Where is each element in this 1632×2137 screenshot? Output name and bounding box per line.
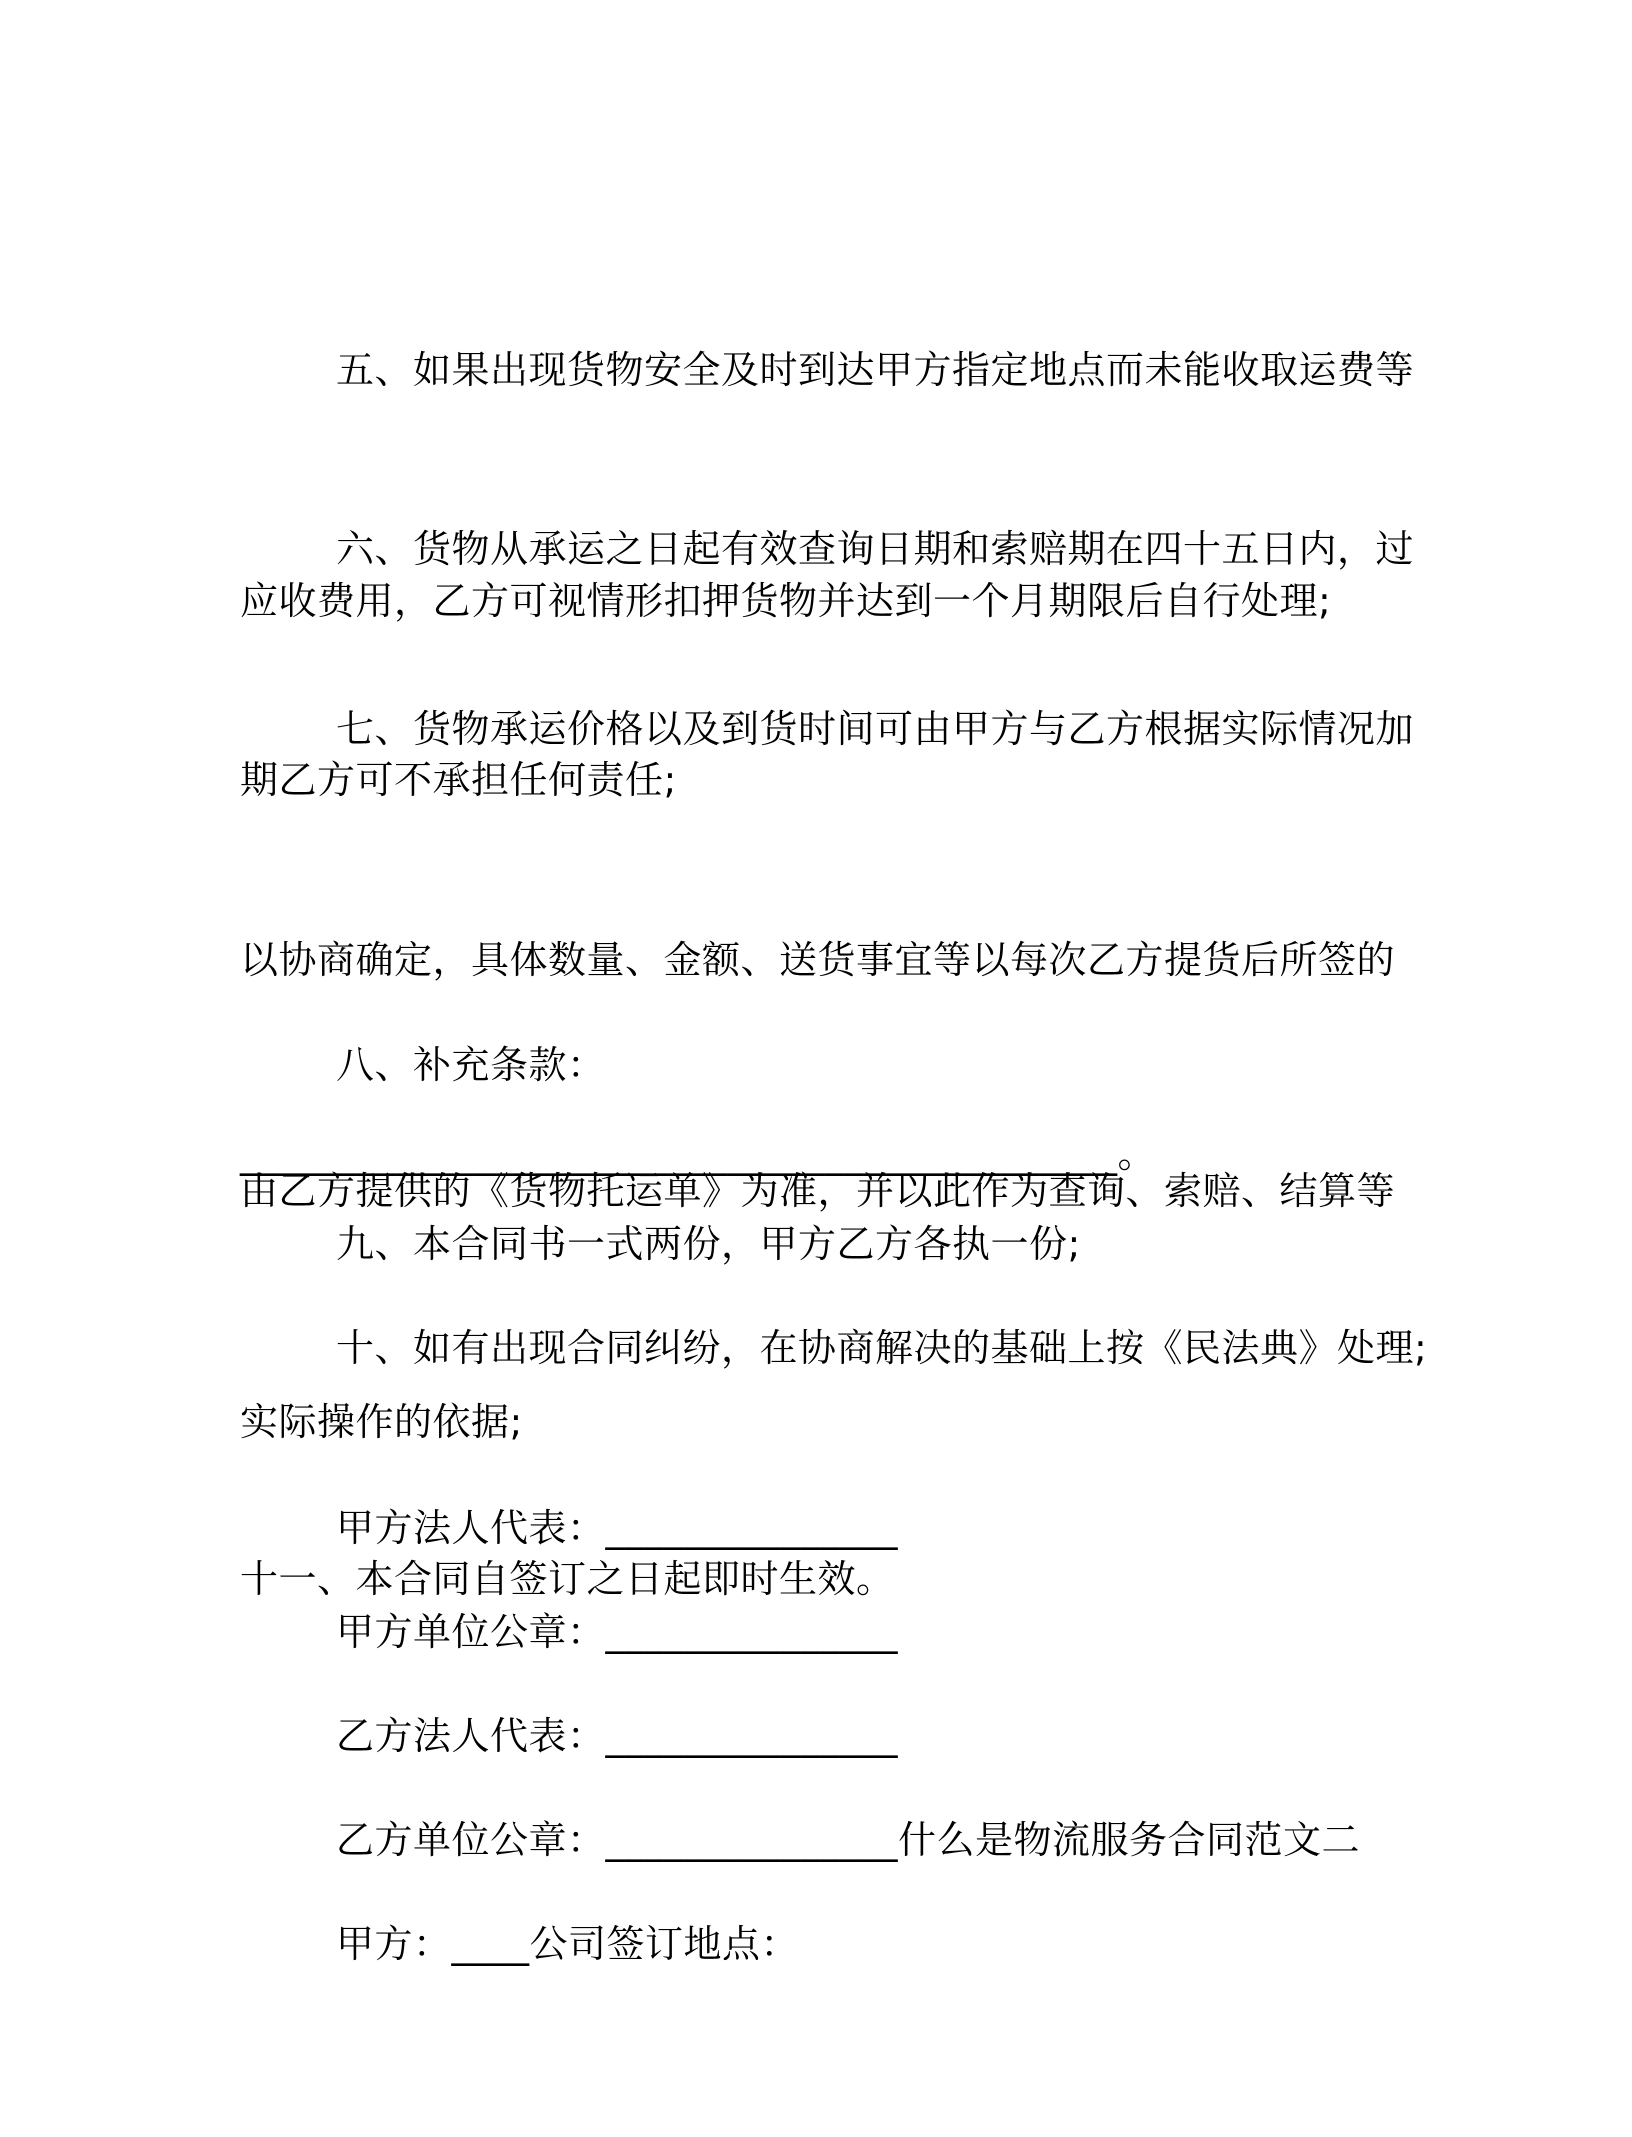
clause-7-line-1: 七、货物承运价格以及到货时间可由甲方与乙方根据实际情况加 (336, 707, 1415, 751)
party-a-legal-rep: 甲方法人代表：_______________ (336, 1506, 899, 1550)
clause-7-line-3: 由乙方提供的《货物托运单》为准，并以此作为查询、索赔、结算等 (240, 1169, 1396, 1213)
party-b-legal-rep: 乙方法人代表：_______________ (336, 1714, 899, 1758)
clause-8-line-1: 八、补充条款： (336, 1043, 606, 1087)
clause-6-line-2: 期乙方可不承担任何责任; (240, 758, 677, 802)
clause-7-line-2: 以协商确定，具体数量、金额、送货事宜等以每次乙方提货后所签的 (240, 938, 1396, 982)
party-a-seal: 甲方单位公章：_______________ (336, 1610, 899, 1654)
supplementary-blank-line: _____________________________________________。 (240, 1132, 1157, 1176)
clause-11-line-1: 十一、本合同自签订之日起即时生效。 (240, 1557, 895, 1601)
clause-5-line-1: 五、如果出现货物安全及时到达甲方指定地点而未能收取运费等 (336, 348, 1415, 392)
clause-5-line-2: 应收费用，乙方可视情形扣押货物并达到一个月期限后自行处理; (240, 579, 1332, 623)
party-a-company-location: 甲方：____公司签订地点： (336, 1922, 800, 1966)
clause-7-line-4: 实际操作的依据; (240, 1400, 523, 1444)
clause-6-line-1: 六、货物从承运之日起有效查询日期和索赔期在四十五日内，过 (336, 527, 1415, 571)
clause-9-line-1: 九、本合同书一式两份，甲方乙方各执一份; (336, 1222, 1081, 1266)
clause-10-line-1: 十、如有出现合同纠纷，在协商解决的基础上按《民法典》处理; (336, 1326, 1428, 1370)
party-a-company (240, 1752, 1420, 2137)
party-b-seal: 乙方单位公章：_______________什么是物流服务合同范文二 (336, 1818, 1361, 1862)
